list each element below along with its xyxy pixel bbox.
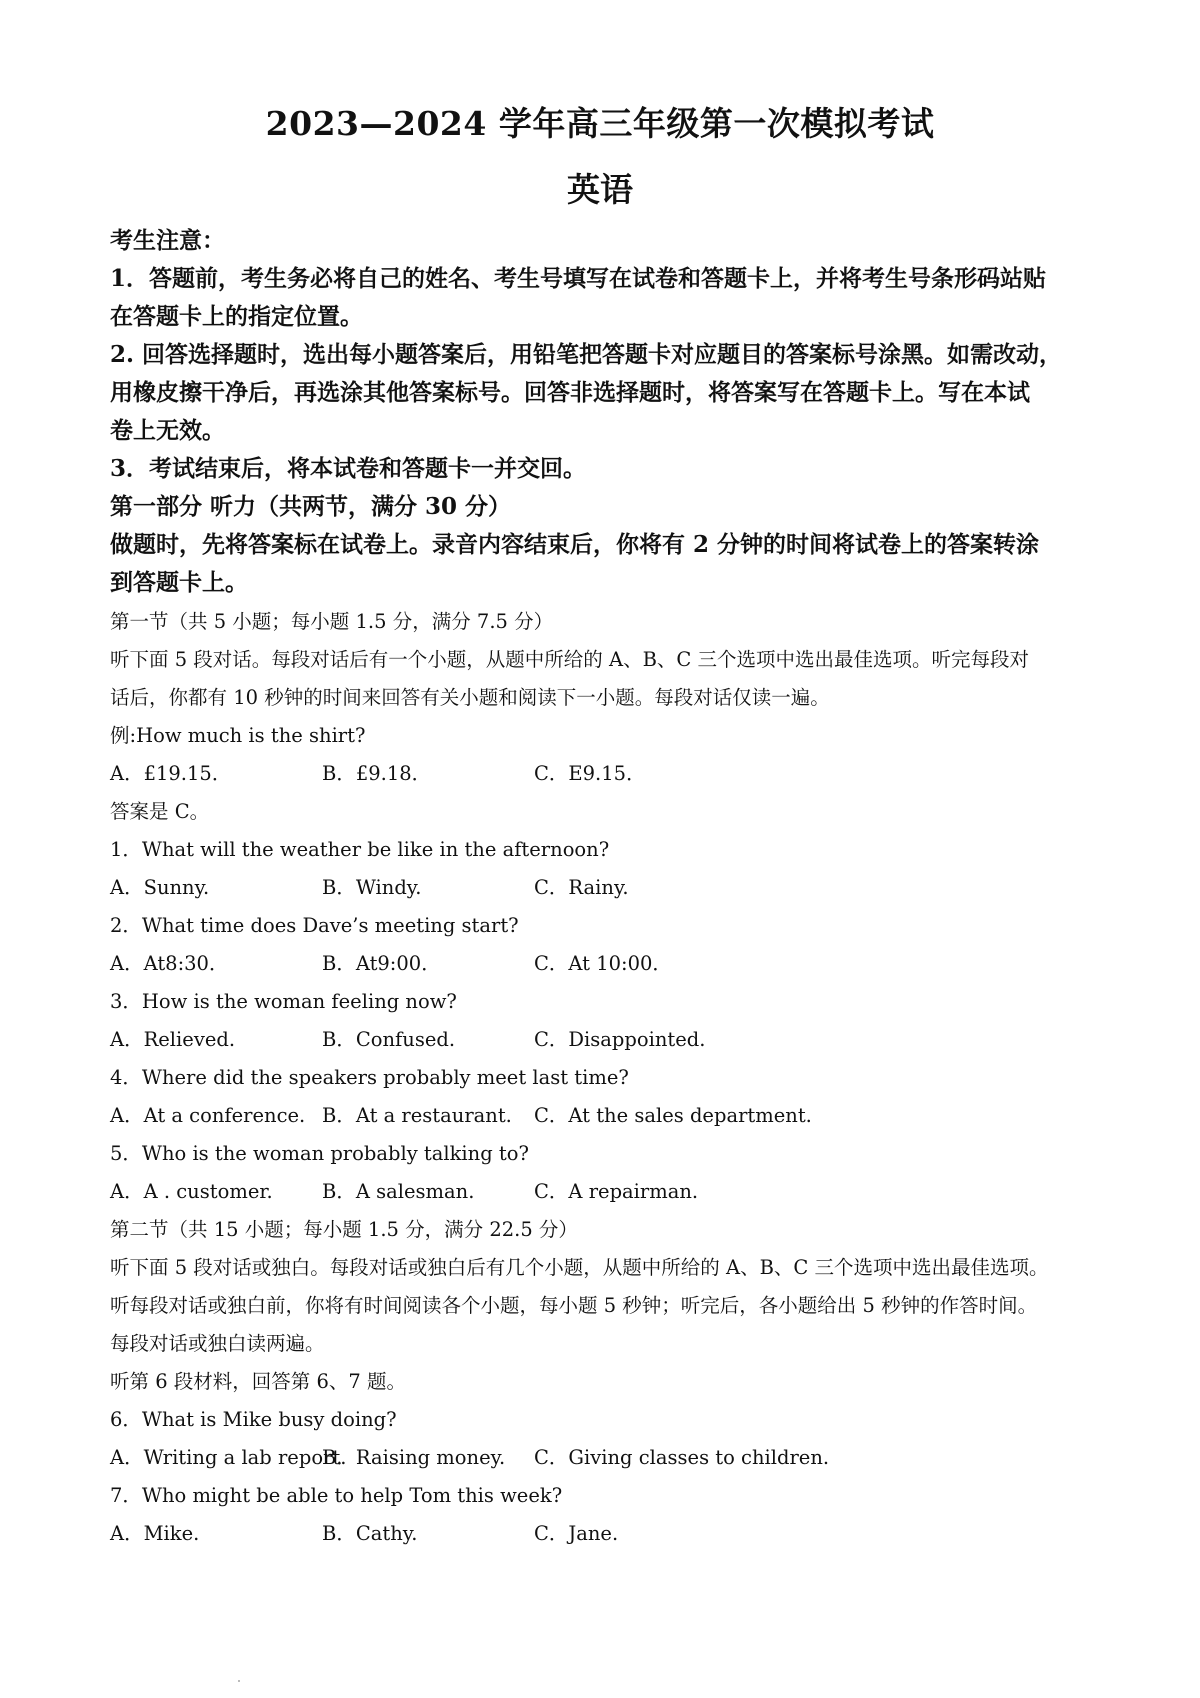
notice-heading: 考生注意： bbox=[110, 227, 225, 254]
notice-item-2-line-1: 2. 回答选择题时，选出每小题答案后，用铅笔把答题卡对应题目的答案标号涂黑。如需改动， bbox=[110, 341, 1063, 368]
question-3-option-a: A．Relieved. bbox=[110, 1028, 236, 1051]
part1-heading: 第一部分 听力（共两节，满分 30 分） bbox=[110, 493, 512, 520]
question-6-option-c: C．Giving classes to children. bbox=[534, 1446, 830, 1469]
question-2-option-a: A．At8:30． bbox=[110, 952, 229, 975]
question-4: 4．Where did the speakers probably meet last time? bbox=[110, 1066, 629, 1089]
section1-heading: 第一节（共 5 小题；每小题 1.5 分，满分 7.5 分） bbox=[110, 610, 554, 633]
exam-subject: 英语 bbox=[567, 170, 633, 209]
notice-item-3: 3．考试结束后，将本试卷和答题卡一并交回。 bbox=[110, 455, 587, 482]
part1-instruction-line-1: 做题时，先将答案标在试卷上。录音内容结束后，你将有 2 分钟的时间将试卷上的答案转涂 bbox=[110, 531, 1040, 558]
question-4-option-a: A．At a conference. bbox=[110, 1104, 306, 1127]
question-1-option-c: C．Rainy. bbox=[534, 876, 629, 899]
exam-title: 2023—2024 学年高三年级第一次模拟考试 bbox=[265, 104, 935, 143]
notice-item-1-line-2: 在答题卡上的指定位置。 bbox=[110, 303, 363, 330]
question-5-option-b: B．A salesman. bbox=[322, 1180, 475, 1203]
question-1-option-b: B．Windy. bbox=[322, 876, 422, 899]
notice-item-2-line-3: 卷上无效。 bbox=[110, 417, 225, 444]
question-3-option-c: C．Disappointed. bbox=[534, 1028, 706, 1051]
question-4-option-b: B．At a restaurant. bbox=[322, 1104, 512, 1127]
scan-speck bbox=[238, 1680, 240, 1682]
example-option-b: B．£9.18． bbox=[322, 762, 432, 785]
section2-heading: 第二节（共 15 小题；每小题 1.5 分，满分 22.5 分） bbox=[110, 1218, 578, 1241]
question-5: 5．Who is the woman probably talking to? bbox=[110, 1142, 529, 1165]
question-1-option-a: A．Sunny. bbox=[110, 876, 210, 899]
question-5-option-a: A．A . customer. bbox=[110, 1180, 273, 1203]
question-2: 2．What time does Dave’s meeting start? bbox=[110, 914, 519, 937]
example-answer: 答案是 C。 bbox=[110, 800, 210, 823]
question-7-option-a: A．Mike. bbox=[110, 1522, 200, 1545]
section1-instruction-line-2: 话后，你都有 10 秒钟的时间来回答有关小题和阅读下一小题。每段对话仅读一遍。 bbox=[110, 686, 830, 709]
material-6-heading: 听第 6 段材料，回答第 6、7 题。 bbox=[110, 1370, 407, 1393]
section2-instruction-line-2: 听每段对话或独白前，你将有时间阅读各个小题，每小题 5 秒钟；听完后，各小题给出 5 秒钟的作答时间。 bbox=[110, 1294, 1038, 1317]
example-question: 例:How much is the shirt? bbox=[110, 724, 366, 747]
question-4-option-c: C．At the sales department. bbox=[534, 1104, 812, 1127]
question-3: 3．How is the woman feeling now? bbox=[110, 990, 457, 1013]
part1-instruction-line-2: 到答题卡上。 bbox=[110, 569, 248, 596]
question-3-option-b: B．Confused. bbox=[322, 1028, 456, 1051]
question-5-option-c: C．A repairman. bbox=[534, 1180, 699, 1203]
section1-instruction-line-1: 听下面 5 段对话。每段对话后有一个小题，从题中所给的 A、B、C 三个选项中选出最佳选项。听完每段对 bbox=[110, 648, 1030, 671]
question-7: 7．Who might be able to help Tom this week? bbox=[110, 1484, 563, 1507]
notice-item-1-line-1: 1．答题前，考生务必将自己的姓名、考生号填写在试卷和答题卡上，并将考生号条形码站贴 bbox=[110, 265, 1047, 292]
section2-instruction-line-1: 听下面 5 段对话或独白。每段对话或独白后有几个小题，从题中所给的 A、B、C 三个选项中选出最佳选项。 bbox=[110, 1256, 1049, 1279]
notice-item-2-line-2: 用橡皮擦干净后，再选涂其他答案标号。回答非选择题时，将答案写在答题卡上。写在本试 bbox=[110, 379, 1030, 406]
section2-instruction-line-3: 每段对话或独白读两遍。 bbox=[110, 1332, 325, 1355]
question-7-option-c: C．Jane. bbox=[534, 1522, 619, 1545]
example-option-a: A．£19.15． bbox=[110, 762, 232, 785]
example-option-c: C．E9.15． bbox=[534, 762, 646, 785]
question-2-option-b: B．At9:00． bbox=[322, 952, 441, 975]
question-7-option-b: B．Cathy. bbox=[322, 1522, 418, 1545]
question-6-option-b: B．Raising money. bbox=[322, 1446, 506, 1469]
question-2-option-c: C．At 10:00． bbox=[534, 952, 672, 975]
question-6-option-a: A．Writing a lab report. bbox=[110, 1446, 347, 1469]
question-6: 6．What is Mike busy doing? bbox=[110, 1408, 397, 1431]
question-1: 1．What will the weather be like in the afternoon? bbox=[110, 838, 610, 861]
